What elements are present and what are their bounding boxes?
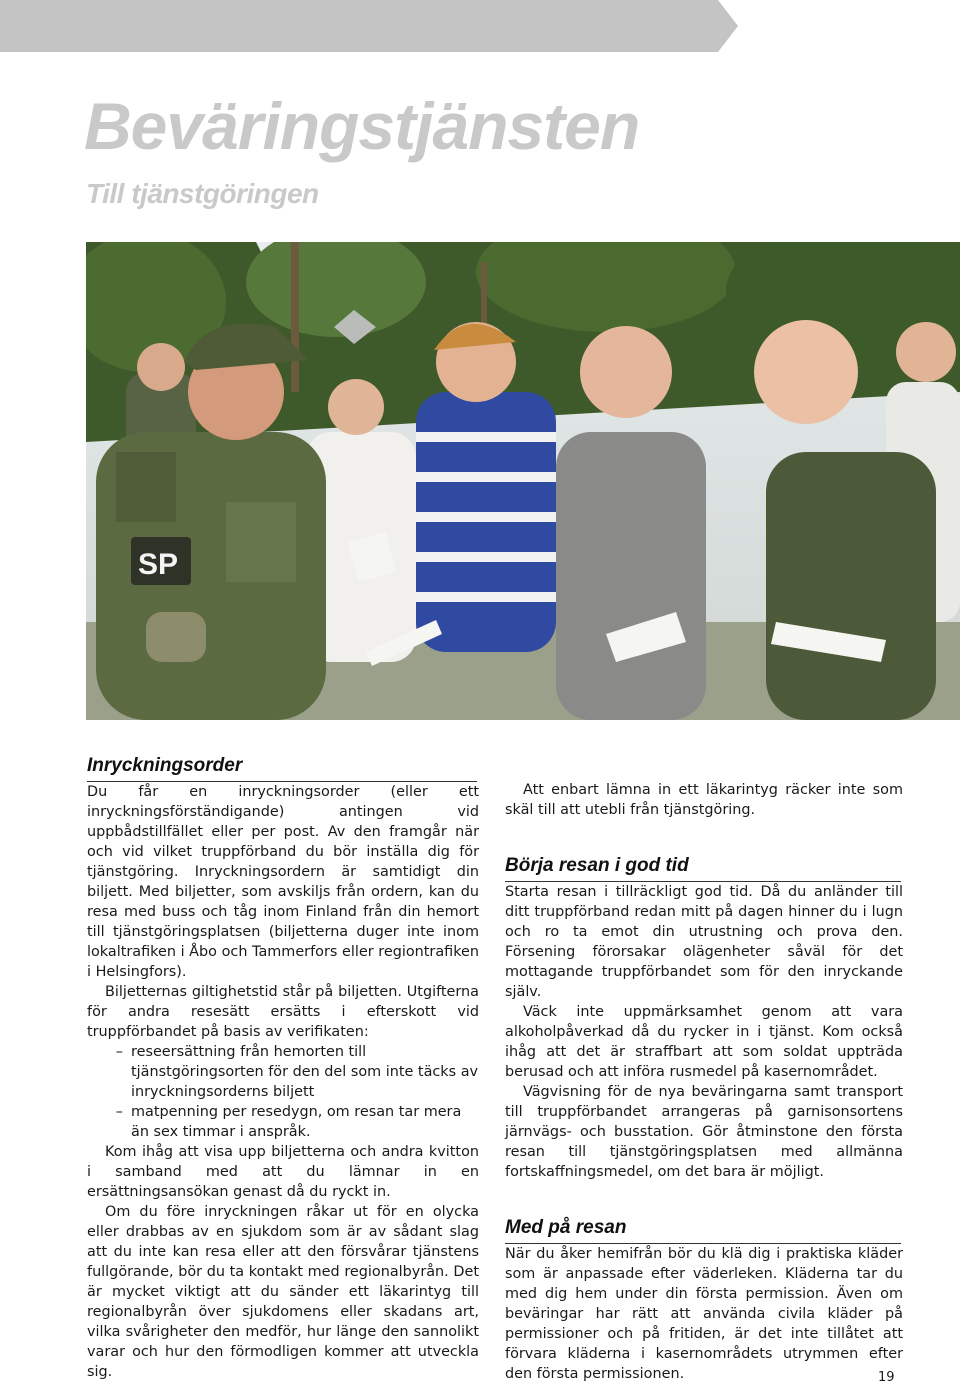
paragraph: Att enbart lämna in ett läkarintyg räcker inte som skäl till att utebli från tjänstgöring. bbox=[505, 782, 903, 818]
paragraph: Vägvisning för de nya beväringarna samt transport till truppförbandet arrangeras på garnisonsortens järnvägs- och busstation. Gör åtminstone den första resan till tjänstgöringsplatsen med allmänna fortskaffningsmedel, om det bara är möjligt. bbox=[505, 1084, 903, 1180]
paragraph: När du åker hemifrån bör du klä dig i praktiska kläder som är anpassade efter väderleken. Kläderna tar du med dig hem under din första permission. Även om beväringar har rätt att använda civila kläder på permissioner och på fritiden, är det inte tillåtet att förvara kläderna i kasernområdets utrymmen efter den första permissionen. bbox=[505, 1246, 903, 1382]
heading-borja-resan: Börja resan i god tid bbox=[505, 854, 901, 882]
dash-bullet: – bbox=[115, 1104, 123, 1120]
dash-bullet: – bbox=[115, 1044, 123, 1060]
conscripts-photo bbox=[86, 242, 960, 720]
paragraph: Väck inte uppmärksamhet genom att vara alkoholpåverkad då du rycker in i tjänst. Kom också ihåg att det är straffbart att som soldat uppträda berusad och att införa rusmedel på kasernområdet. bbox=[505, 1004, 903, 1080]
list-item-text: reseersättning från hemorten till tjänstgöringsorten för den del som inte täcks av inryckningsorderns biljett bbox=[131, 1044, 479, 1100]
heading-inryckningsorder: Inryckningsorder bbox=[87, 754, 477, 782]
header-band bbox=[0, 0, 960, 52]
page-number: 19 bbox=[878, 1370, 895, 1385]
page-title: Beväringstjänsten bbox=[84, 89, 640, 163]
list-item bbox=[87, 1042, 479, 1102]
page-subtitle: Till tjänstgöringen bbox=[86, 178, 319, 209]
header-band-shape bbox=[0, 0, 738, 52]
right-column bbox=[505, 780, 903, 1384]
list-item bbox=[87, 1102, 479, 1142]
paragraph: Om du före inryckningen råkar ut för en olycka eller drabbas av en sjukdom som är av sådant slag att du inte kan resa eller att den försvårar tjänstens fullgörande, bör du ta kontakt med regionalbyrån. Det är mycket viktigt att du sänder ett läkarintyg till regionalbyrån över sjukdomens eller skadans art, vilka svårigheter den medför, hur länge den sannolikt varar och hur den förmodligen kommer att utveckla sig. bbox=[87, 1204, 479, 1380]
paragraph: Du får en inryckningsorder (eller ett inryckningsförständigande) antingen vid uppbådstillfället eller per post. Av den framgår när och vid vilket truppförband du bör inställa dig för tjänstgöring. Inryckningsordern är samtidigt din biljett. Med biljetter, som avskiljs från ordern, kan du resa med buss och tåg inom Finland från din hemort till tjänstgöringsplatsen (biljetterna duger inte inom lokaltrafiken i Åbo och Tammerfors eller regiontrafiken i Helsingfors). bbox=[87, 784, 479, 980]
paragraph: Biljetternas giltighetstid står på biljetten. Utgifterna för andra resesätt ersätts i efterskott vid truppförbandet på basis av verifikaten: bbox=[87, 984, 479, 1040]
paragraph: Kom ihåg att visa upp biljetterna och andra kvitton i samband med att du lämnar in en ersättningsansökan genast då du ryckt in. bbox=[87, 1144, 479, 1200]
heading-med-pa-resan: Med på resan bbox=[505, 1216, 901, 1244]
left-column bbox=[87, 754, 479, 1382]
list-item-text: matpenning per resedygn, om resan tar mera än sex timmar i anspråk. bbox=[131, 1104, 462, 1140]
photo-sp-badge: SP bbox=[138, 548, 179, 581]
paragraph: Starta resan i tillräckligt god tid. Då du anländer till ditt truppförband redan mitt på dagen hinner du i lugn och ro ta emot din utrustning och prova den. Försening förorsakar olägenheter såväl för det mottagande truppförbandet som för den inryckande själv. bbox=[505, 884, 903, 1000]
